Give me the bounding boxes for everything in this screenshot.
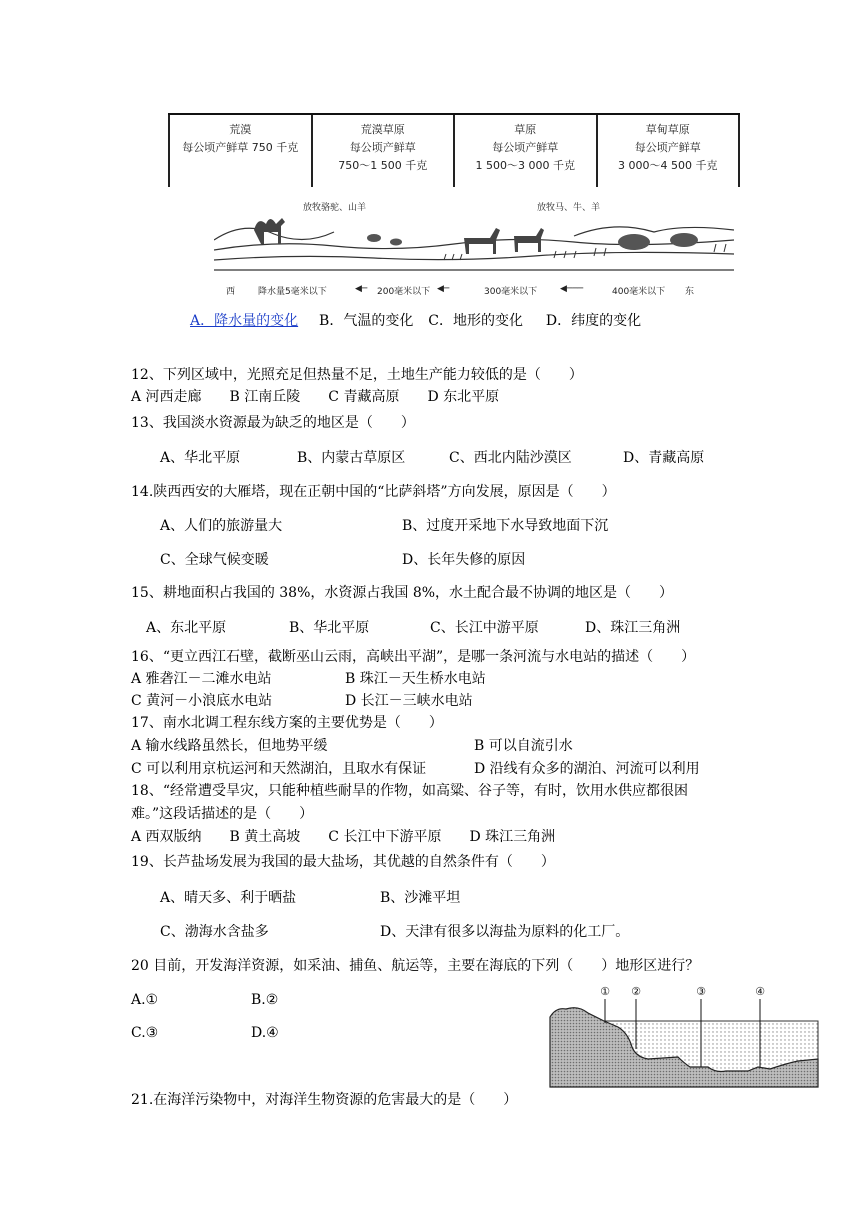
q19-option-c: C、渤海水含盐多 [160,924,269,940]
q11-option-c: C．地形的变化 [428,313,523,329]
q14-stem: 14.陕西西安的大雁塔，现在正朝中国的“比萨斜塔”方向发展，原因是（ ） [131,484,616,500]
q13-option-c: C、西北内陆沙漠区 [449,450,572,466]
cell-name: 荒漠草原 [360,123,405,136]
q18-options: A 西双版纳 B 黄土高坡 C 长江中下游平原 D 珠江三角洲 [131,829,556,845]
q13-option-b: B、内蒙古草原区 [297,450,406,466]
q15-option-c: C、长江中游平原 [430,620,539,636]
q17-option-d: D 沿线有众多的湖泊、河流可以利用 [474,761,700,777]
grassland-type-table [168,113,740,187]
cell-yield: 每公顷产鲜草 [634,141,701,154]
q16-option-b: B 珠江－天生桥水电站 [345,671,486,687]
cell-yield: 每公顷产鲜草 [492,141,559,154]
axis-label-5mm: 降水量5毫米以下 [258,287,327,297]
axis-east: 东 [685,287,695,297]
q17-stem: 17、南水北调工程东线方案的主要优势是（ ） [131,715,443,731]
q16-option-a: A 雅砻江－二滩水电站 [131,671,272,687]
horses-icon [464,228,544,254]
q13-stem: 13、我国淡水资源最为缺乏的地区是（ ） [131,415,415,431]
cattle-icon [618,233,698,250]
cell-range: 750～1 500 千克 [338,159,428,172]
q18-stem-line2: 难。”这段话描述的是（ ） [131,806,314,822]
marker-2: ② [631,985,641,998]
cell-range: 1 500～3 000 千克 [475,159,575,172]
cell-steppe [453,115,596,187]
q19-stem: 19、长芦盐场发展为我国的最大盐场，其优越的自然条件有（ ） [131,854,555,870]
label-horse-cattle-sheep: 放牧马、牛、羊 [537,203,601,213]
cell-yield: 每公顷产鲜草 750 千克 [182,141,299,154]
q11-option-a-link[interactable]: A．降水量的变化 [190,313,299,329]
q17-option-a: A 输水线路虽然长，但地势平缓 [131,738,328,754]
q19-option-a: A、晴天多、利于晒盐 [160,890,297,906]
q20-option-c: C.③ [131,1025,159,1041]
q15-option-a: A、东北平原 [146,620,227,636]
axis-arrow-icon: ◀─ [437,284,450,294]
q14-option-c: C、全球气候变暖 [160,552,269,568]
cell-meadow-steppe [596,115,741,187]
cell-yield: 每公顷产鲜草 [349,141,416,154]
q16-option-d: D 长江－三峡水电站 [345,693,473,709]
marker-4: ④ [755,985,765,998]
q16-stem: 16、“更立西江石壁，截断巫山云雨，高峡出平湖”，是哪一条河流与水电站的描述（ ） [131,649,696,665]
q18-stem-line1: 18、“经常遭受旱灾，只能种植些耐旱的作物，如高粱、谷子等，有时，饮用水供应都很困 [131,783,688,799]
q17-option-c: C 可以利用京杭运河和天然湖泊，且取水有保证 [131,761,427,777]
q12-stem: 12、下列区域中，光照充足但热量不足，土地生产能力较低的是（ ） [131,367,583,383]
axis-arrow-left-icon: ◀─ [355,284,368,294]
cell-name: 草甸草原 [645,123,690,136]
goats-icon [367,234,402,246]
q13-option-d: D、青藏高原 [623,450,705,466]
axis-arrow-icon: ◀─── [560,284,584,294]
q14-option-d: D、长年失修的原因 [402,552,526,568]
axis-label-200mm: 200毫米以下 [377,287,431,297]
axis-label-400mm: 400毫米以下 [612,287,666,297]
grassland-landscape-illustration [214,190,734,274]
marker-3: ③ [696,985,706,998]
q15-option-d: D、珠江三角洲 [585,620,681,636]
q20-option-d: D.④ [251,1025,279,1041]
q19-option-b: B、沙滩平坦 [380,890,461,906]
q14-option-a: A、人们的旅游量大 [160,518,283,534]
axis-label-300mm: 300毫米以下 [484,287,538,297]
q21-stem: 21.在海洋污染物中，对海洋生物资源的危害最大的是（ ） [131,1092,518,1108]
q15-stem: 15、耕地面积占我国的 38%，水资源占我国 8%，水土配合最不协调的地区是（ ） [131,585,674,601]
q13-option-a: A、华北平原 [160,450,241,466]
q16-option-c: C 黄河－小浪底水电站 [131,693,273,709]
marker-1: ① [600,985,610,998]
q19-option-d: D、天津有很多以海盐为原料的化工厂。 [380,924,630,940]
cell-name: 荒漠 [229,123,252,136]
q14-option-b: B、过度开采地下水导致地面下沉 [402,518,609,534]
q20-option-a: A.① [131,992,159,1008]
camel-icon [254,218,285,244]
q15-option-b: B、华北平原 [289,620,370,636]
q20-option-b: B.② [251,992,279,1008]
cell-range: 3 000～4 500 千克 [618,159,718,172]
cell-desert [168,115,311,187]
q11-option-b: B．气温的变化 [319,313,414,329]
axis-west: 西 [226,287,236,297]
q20-stem: 20 目前，开发海洋资源，如采油、捕鱼、航运等，主要在海底的下列（ ）地形区进行？ [131,958,700,974]
q17-option-b: B 可以自流引水 [474,738,573,754]
label-camel-goat: 放牧骆驼、山羊 [303,203,367,213]
q12-options: A 河西走廊 B 江南丘陵 C 青藏高原 D 东北平原 [131,389,500,405]
q11-option-d: D．纬度的变化 [545,313,642,329]
cell-desert-steppe [311,115,454,187]
cell-name: 草原 [514,123,537,136]
seafloor-profile-diagram [548,983,820,1089]
